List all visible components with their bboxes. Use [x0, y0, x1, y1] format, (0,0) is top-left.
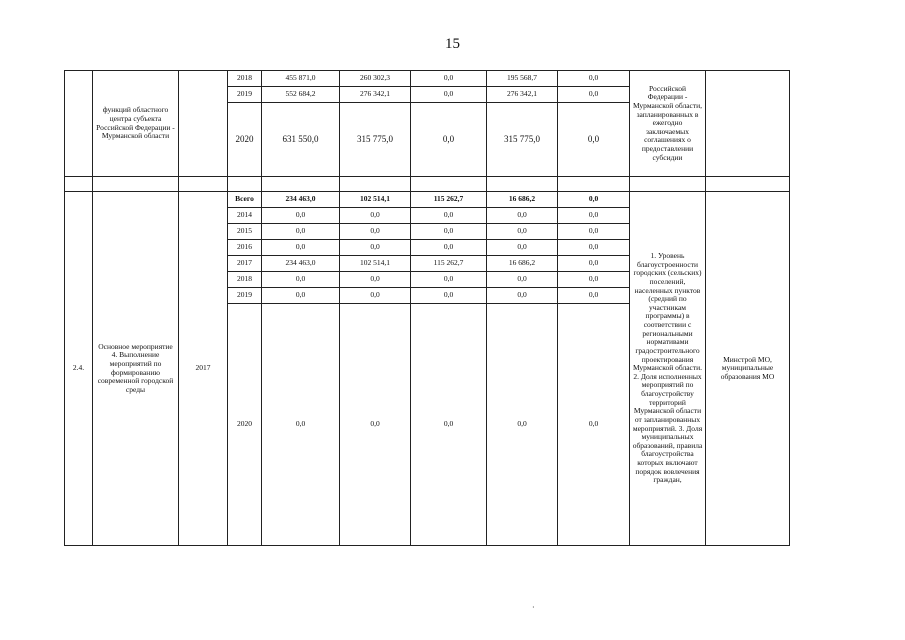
measure-name-cell: функций областного центра субъекта Российской Федерации - Мурманской области [93, 71, 179, 177]
total-cell: 0,0 [262, 240, 340, 256]
period-cell: 2017 [179, 192, 228, 546]
municipal-cell: 315 775,0 [487, 103, 558, 177]
year-cell: Всего [228, 192, 262, 208]
row-number-cell [65, 71, 93, 177]
total-cell: 0,0 [262, 208, 340, 224]
federal-cell: 102 514,1 [340, 256, 411, 272]
regional-cell: 0,0 [411, 87, 487, 103]
municipal-cell: 276 342,1 [487, 87, 558, 103]
indicator-cell: Российской Федерации - Мурманской области, запланированных в ежегодно заключаемых соглашениях о предоставлении субсидии [630, 71, 706, 177]
federal-cell: 315 775,0 [340, 103, 411, 177]
regional-cell: 0,0 [411, 224, 487, 240]
total-cell: 0,0 [262, 272, 340, 288]
other-cell: 0,0 [558, 240, 630, 256]
other-cell: 0,0 [558, 192, 630, 208]
municipal-cell: 0,0 [487, 240, 558, 256]
year-cell: 2020 [228, 304, 262, 546]
total-cell: 0,0 [262, 304, 340, 546]
table-row [65, 71, 790, 87]
other-cell: 0,0 [558, 208, 630, 224]
municipal-cell: 0,0 [487, 304, 558, 546]
period-cell [179, 71, 228, 177]
executor-cell: Минстрой МО, муниципальные образования МО [706, 192, 790, 546]
other-cell: 0,0 [558, 103, 630, 177]
year-cell: 2019 [228, 288, 262, 304]
municipal-cell: 0,0 [487, 224, 558, 240]
federal-cell: 0,0 [340, 208, 411, 224]
year-cell: 2019 [228, 87, 262, 103]
year-cell: 2018 [228, 71, 262, 87]
year-cell: 2017 [228, 256, 262, 272]
other-cell: 0,0 [558, 71, 630, 87]
block-separator [65, 177, 790, 192]
other-cell: 0,0 [558, 256, 630, 272]
year-cell: 2020 [228, 103, 262, 177]
other-cell: 0,0 [558, 224, 630, 240]
total-cell: 0,0 [262, 224, 340, 240]
total-cell: 631 550,0 [262, 103, 340, 177]
federal-cell: 102 514,1 [340, 192, 411, 208]
page-number: 15 [445, 36, 460, 52]
total-cell: 0,0 [262, 288, 340, 304]
row-number-cell: 2.4. [65, 192, 93, 546]
federal-cell: 0,0 [340, 224, 411, 240]
municipal-cell: 16 686,2 [487, 256, 558, 272]
regional-cell: 0,0 [411, 240, 487, 256]
federal-cell: 276 342,1 [340, 87, 411, 103]
municipal-cell: 195 568,7 [487, 71, 558, 87]
executor-cell [706, 71, 790, 177]
measure-name-cell: Основное мероприятие 4. Выполнение мероприятий по формированию современной городской среды [93, 192, 179, 546]
indicator-cell: 1. Уровень благоустроенности городских (сельских) поселений, населенных пунктов (средний по участникам программы) в соответствии с региональными нормативами градостроительного проектирования Мурманской области. 2. Доля исполненных мероприятий по благоустройству территорий Мурманской области от запланированных мероприятий. 3. Доля муниципальных образований, правила благоустройства которых включают порядок вовлечения граждан, [630, 192, 706, 546]
federal-cell: 260 302,3 [340, 71, 411, 87]
other-cell: 0,0 [558, 272, 630, 288]
total-cell: 552 684,2 [262, 87, 340, 103]
municipal-cell: 0,0 [487, 272, 558, 288]
municipal-cell: 16 686,2 [487, 192, 558, 208]
federal-cell: 0,0 [340, 288, 411, 304]
municipal-cell: 0,0 [487, 288, 558, 304]
regional-cell: 0,0 [411, 103, 487, 177]
total-cell: 234 463,0 [262, 192, 340, 208]
regional-cell: 0,0 [411, 304, 487, 546]
municipal-cell: 0,0 [487, 208, 558, 224]
regional-cell: 0,0 [411, 288, 487, 304]
federal-cell: 0,0 [340, 240, 411, 256]
table-row [65, 192, 790, 208]
footer-mark: · [532, 603, 535, 612]
year-cell: 2015 [228, 224, 262, 240]
total-cell: 234 463,0 [262, 256, 340, 272]
regional-cell: 115 262,7 [411, 192, 487, 208]
year-cell: 2018 [228, 272, 262, 288]
year-cell: 2014 [228, 208, 262, 224]
other-cell: 0,0 [558, 87, 630, 103]
regional-cell: 0,0 [411, 71, 487, 87]
regional-cell: 0,0 [411, 208, 487, 224]
total-cell: 455 871,0 [262, 71, 340, 87]
federal-cell: 0,0 [340, 272, 411, 288]
federal-cell: 0,0 [340, 304, 411, 546]
regional-cell: 115 262,7 [411, 256, 487, 272]
other-cell: 0,0 [558, 288, 630, 304]
other-cell: 0,0 [558, 304, 630, 546]
year-cell: 2016 [228, 240, 262, 256]
regional-cell: 0,0 [411, 272, 487, 288]
budget-table [64, 70, 790, 546]
